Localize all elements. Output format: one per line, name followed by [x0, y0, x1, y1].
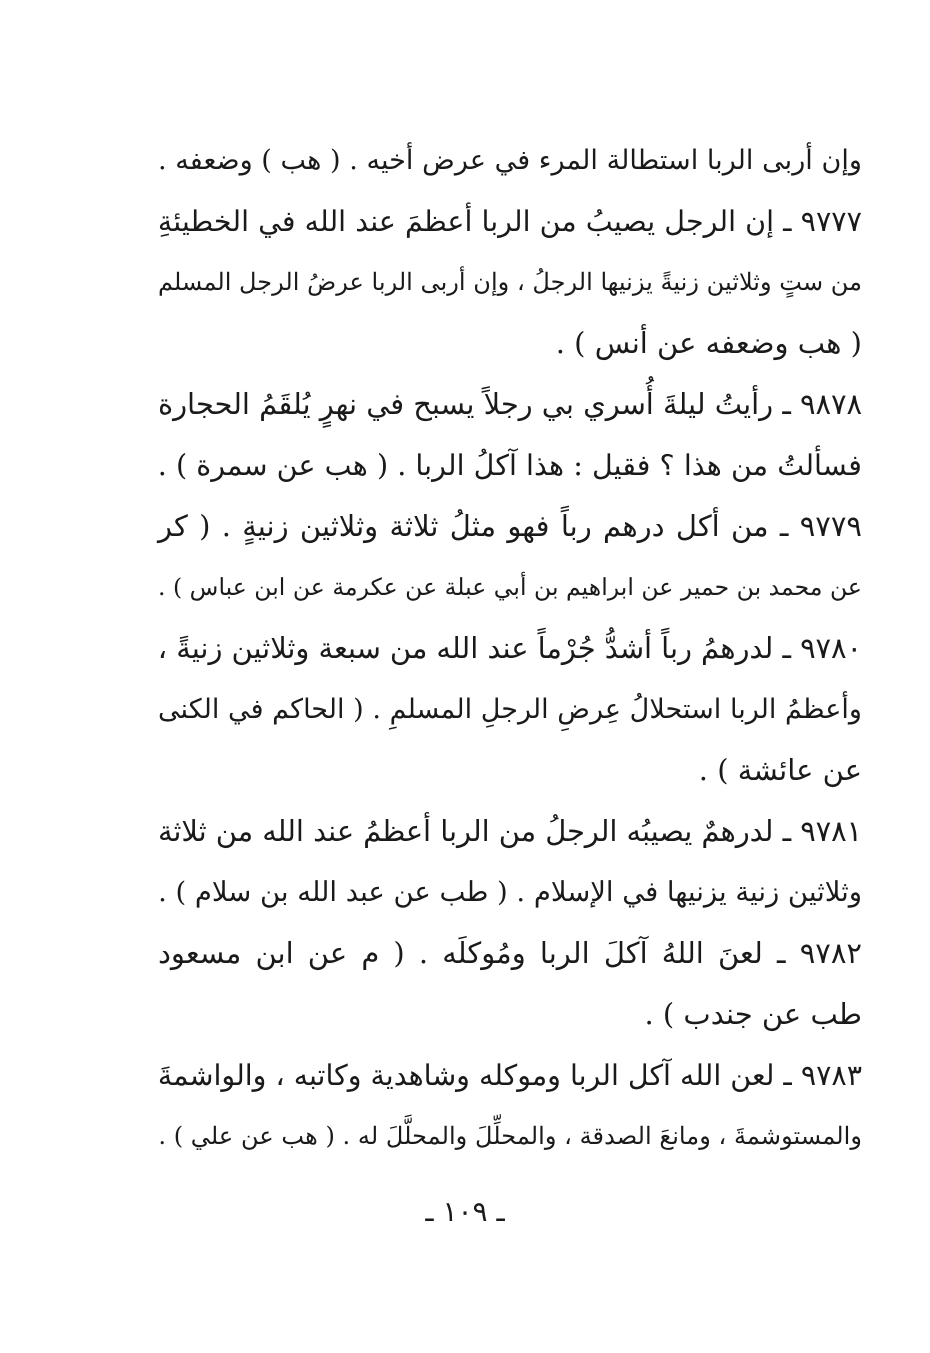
text-line: ٩٧٧٩ ـ من أكل درهم رباً فهو مثلُ ثلاثة وثلاثين زنيةٍ . ( كر: [158, 509, 862, 543]
text-line: وثلاثين زنية يزنيها في الإسلام . ( طب عن عبد الله بن سلام ) .: [158, 877, 862, 908]
text-line: ٩٧٨٠ ـ لدرهمُ رباً أشدُّ جُرْماً عند الله من سبعة وثلاثين زنيةً ،: [157, 631, 862, 665]
text-line: وإن أربى الربا استطالة المرء في عرض أخيه . ( هب ) وضعفه .: [158, 145, 862, 176]
text-line: عن محمد بن حمير عن ابراهيم بن أبي عبلة عن عكرمة عن ابن عباس ) .: [158, 573, 862, 601]
text-line: والمستوشمةَ ، ومانعَ الصدقة ، والمحلِّلَ والمحلَّلَ له . ( هب عن علي ) .: [158, 1122, 862, 1150]
text-line: من ستٍ وثلاثين زنيةً يزنيها الرجلُ ، وإن أربى الربا عرضُ الرجل المسلم: [158, 268, 862, 296]
text-line: طب عن جندب ) .: [644, 997, 862, 1031]
text-line: فسألتُ من هذا ؟ فقيل : هذا آكلُ الربا . ( هب عن سمرة ) .: [157, 448, 862, 482]
text-line: ٩٧٨٢ ـ لعنَ اللهُ آكلَ الربا ومُوكلَه . ( م عن ابن مسعود: [158, 936, 862, 970]
text-line: ( هب وضعفه عن أنس ) .: [555, 326, 862, 360]
page-number: ـ ١٠٩ ـ: [425, 1195, 505, 1228]
text-line: وأعظمُ الربا استحلالُ عِرضِ الرجلِ المسلمِ . ( الحاكم في الكنى: [158, 694, 862, 725]
text-line: ٩٧٨١ ـ لدرهمٌ يصيبُه الرجلُ من الربا أعظمُ عند الله من ثلاثة: [158, 814, 862, 848]
text-line: عن عائشة ) .: [698, 753, 862, 787]
text-body: [158, 130, 862, 1167]
text-line: ٩٨٧٨ ـ رأيتُ ليلةَ أُسري بي رجلاً يسبح في نهرٍ يُلقَمُ الحجارة: [158, 387, 862, 421]
text-line: ٩٧٧٧ ـ إن الرجل يصيبُ من الربا أعظمَ عند الله في الخطيئةِ: [157, 204, 862, 238]
text-line: ٩٧٨٣ ـ لعن الله آكل الربا وموكله وشاهدية وكاتبه ، والواشمةَ: [157, 1059, 862, 1092]
